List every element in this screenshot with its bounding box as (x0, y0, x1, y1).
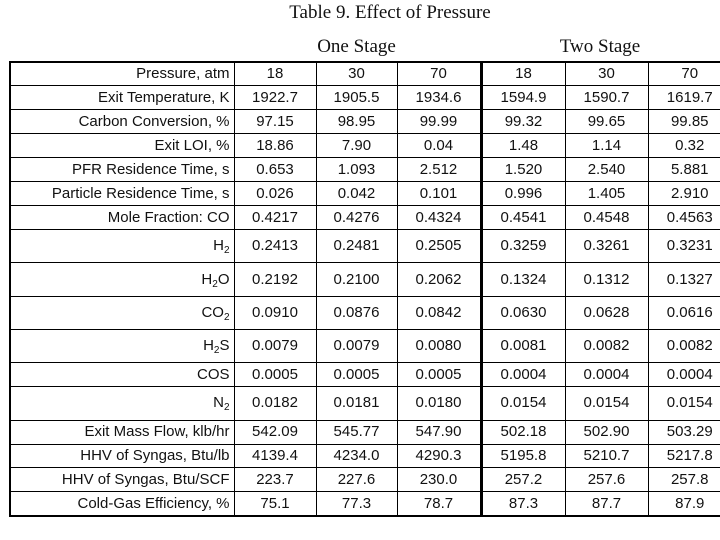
table-cell: 0.2192 (234, 263, 316, 296)
table-cell: 547.90 (397, 420, 481, 444)
row-label (10, 134, 234, 158)
row-label (10, 62, 234, 86)
table-cell: 0.0630 (481, 296, 565, 329)
row-label-text: N (213, 394, 224, 412)
table-cell: 99.85 (648, 110, 720, 134)
table-cell: 0.0876 (316, 296, 397, 329)
table-cell: 18 (234, 62, 316, 86)
row-label (10, 296, 234, 329)
table-cell: 0.0080 (397, 330, 481, 363)
table-cell: 1922.7 (234, 86, 316, 110)
row-label-text: Pressure, atm (136, 65, 230, 83)
table-cell: 99.65 (565, 110, 648, 134)
table-cell: 0.3261 (565, 230, 648, 263)
table-cell: 257.6 (565, 468, 648, 492)
table-row (10, 206, 720, 230)
table-cell: 0.042 (316, 182, 397, 206)
table-cell: 0.0182 (234, 387, 316, 420)
table-cell: 0.0005 (234, 363, 316, 387)
table-cell: 2.540 (565, 158, 648, 182)
table-row (10, 86, 720, 110)
table-cell: 0.2413 (234, 230, 316, 263)
row-label-subscript: 2 (213, 345, 220, 357)
table-cell: 1.093 (316, 158, 397, 182)
table-cell: 87.3 (481, 492, 565, 516)
row-label-text: Cold-Gas Efficiency, % (77, 494, 230, 512)
table-cell: 0.1324 (481, 263, 565, 296)
table-cell: 0.0616 (648, 296, 720, 329)
table-cell: 30 (565, 62, 648, 86)
table-cell: 0.0079 (316, 330, 397, 363)
table-row (10, 387, 720, 420)
table-cell: 0.2062 (397, 263, 481, 296)
table-cell: 0.996 (481, 182, 565, 206)
row-label (10, 387, 234, 420)
table-cell: 230.0 (397, 468, 481, 492)
row-label (10, 468, 234, 492)
table-cell: 1934.6 (397, 86, 481, 110)
table-row (10, 444, 720, 468)
table-cell: 0.0154 (481, 387, 565, 420)
row-label-text: COS (196, 365, 230, 383)
row-label (10, 330, 234, 363)
row-label (10, 110, 234, 134)
table-cell: 0.4217 (234, 206, 316, 230)
table-cell: 5195.8 (481, 444, 565, 468)
table-cell: 2.910 (648, 182, 720, 206)
table-cell: 0.0004 (565, 363, 648, 387)
table-cell: 0.4563 (648, 206, 720, 230)
row-label (10, 206, 234, 230)
table-cell: 223.7 (234, 468, 316, 492)
table-cell: 1.520 (481, 158, 565, 182)
row-label-text: Exit Mass Flow, klb/hr (84, 423, 230, 441)
group-header-one-stage: One Stage (317, 36, 396, 57)
table-cell: 0.101 (397, 182, 481, 206)
table-cell: 0.4541 (481, 206, 565, 230)
table-cell: 0.4548 (565, 206, 648, 230)
table-row (10, 230, 720, 263)
table-cell: 1.405 (565, 182, 648, 206)
table-cell: 0.2100 (316, 263, 397, 296)
row-label-text: PFR Residence Time, s (71, 160, 230, 178)
row-label-text: CO (201, 303, 224, 321)
table-cell: 0.653 (234, 158, 316, 182)
table-cell: 503.29 (648, 420, 720, 444)
row-label-suffix: S (219, 337, 230, 355)
table-cell: 0.2481 (316, 230, 397, 263)
table-cell: 545.77 (316, 420, 397, 444)
table-cell: 0.3259 (481, 230, 565, 263)
table-row (10, 363, 720, 387)
table-cell: 0.0628 (565, 296, 648, 329)
table-cell: 0.026 (234, 182, 316, 206)
row-label-subscript: 2 (223, 311, 230, 323)
table-row (10, 158, 720, 182)
table-cell: 77.3 (316, 492, 397, 516)
table-row (10, 296, 720, 329)
row-label-text: H (213, 237, 224, 255)
table-cell: 70 (648, 62, 720, 86)
table-row (10, 62, 720, 86)
row-label (10, 444, 234, 468)
row-label (10, 420, 234, 444)
table-row (10, 420, 720, 444)
table-cell: 1.48 (481, 134, 565, 158)
table-cell: 5210.7 (565, 444, 648, 468)
table-cell: 0.0005 (316, 363, 397, 387)
row-label (10, 230, 234, 263)
row-label-text: H (203, 337, 214, 355)
row-label-text: Carbon Conversion, % (78, 112, 230, 130)
table-cell: 0.2505 (397, 230, 481, 263)
row-label-text: Exit Temperature, K (98, 88, 230, 106)
table-cell: 1905.5 (316, 86, 397, 110)
table-cell: 87.7 (565, 492, 648, 516)
table-cell: 1590.7 (565, 86, 648, 110)
group-header-two-stage: Two Stage (559, 36, 641, 57)
table-cell: 99.99 (397, 110, 481, 134)
row-label-text: Exit LOI, % (154, 136, 230, 154)
table-cell: 257.2 (481, 468, 565, 492)
row-label-text: HHV of Syngas, Btu/SCF (61, 470, 230, 488)
table-cell: 0.0180 (397, 387, 481, 420)
row-label-text: HHV of Syngas, Btu/lb (80, 446, 230, 464)
table-row (10, 110, 720, 134)
table-cell: 0.0842 (397, 296, 481, 329)
table-cell: 0.0081 (481, 330, 565, 363)
pressure-effect-table (9, 61, 720, 517)
row-label (10, 492, 234, 516)
table-cell: 0.1312 (565, 263, 648, 296)
row-label (10, 263, 234, 296)
table-cell: 99.32 (481, 110, 565, 134)
row-label-suffix: O (217, 270, 230, 288)
table-cell: 542.09 (234, 420, 316, 444)
table-cell: 0.0181 (316, 387, 397, 420)
table-cell: 18.86 (234, 134, 316, 158)
table-cell: 0.0005 (397, 363, 481, 387)
table-cell: 5.881 (648, 158, 720, 182)
table-row (10, 182, 720, 206)
row-label (10, 86, 234, 110)
table-cell: 5217.8 (648, 444, 720, 468)
table-cell: 502.90 (565, 420, 648, 444)
table-cell: 502.18 (481, 420, 565, 444)
row-label-text: H (201, 270, 213, 288)
row-label-subscript: 2 (212, 278, 218, 290)
table-cell: 4234.0 (316, 444, 397, 468)
table-title: Table 9. Effect of Pressure (289, 2, 491, 23)
table-cell: 0.04 (397, 134, 481, 158)
table-row (10, 134, 720, 158)
table-cell: 2.512 (397, 158, 481, 182)
table-cell: 30 (316, 62, 397, 86)
row-label-text: Mole Fraction: CO (107, 208, 230, 226)
row-label (10, 363, 234, 387)
table-row (10, 492, 720, 516)
table-cell: 227.6 (316, 468, 397, 492)
table-cell: 75.1 (234, 492, 316, 516)
table-cell: 0.4276 (316, 206, 397, 230)
table-cell: 18 (481, 62, 565, 86)
table-cell: 0.0004 (481, 363, 565, 387)
table-cell: 4139.4 (234, 444, 316, 468)
table-cell: 0.0082 (565, 330, 648, 363)
table-cell: 0.0079 (234, 330, 316, 363)
table-cell: 1.14 (565, 134, 648, 158)
table-cell: 0.0154 (565, 387, 648, 420)
table-cell: 4290.3 (397, 444, 481, 468)
table-row (10, 330, 720, 363)
table-cell: 98.95 (316, 110, 397, 134)
table-cell: 0.0004 (648, 363, 720, 387)
table-cell: 0.0154 (648, 387, 720, 420)
table-cell: 7.90 (316, 134, 397, 158)
table-cell: 78.7 (397, 492, 481, 516)
table-cell: 0.1327 (648, 263, 720, 296)
table-cell: 0.32 (648, 134, 720, 158)
row-label-subscript: 2 (223, 245, 230, 257)
table-cell: 257.8 (648, 468, 720, 492)
table-cell: 0.3231 (648, 230, 720, 263)
table-row (10, 468, 720, 492)
table-cell: 97.15 (234, 110, 316, 134)
table-cell: 0.4324 (397, 206, 481, 230)
row-label (10, 158, 234, 182)
row-label (10, 182, 234, 206)
table-cell: 1594.9 (481, 86, 565, 110)
row-label-subscript: 2 (223, 402, 230, 414)
table-cell: 87.9 (648, 492, 720, 516)
table-cell: 1619.7 (648, 86, 720, 110)
table-cell: 70 (397, 62, 481, 86)
table-row (10, 263, 720, 296)
row-label-text: Particle Residence Time, s (51, 184, 230, 202)
table-cell: 0.0910 (234, 296, 316, 329)
table-cell: 0.0082 (648, 330, 720, 363)
